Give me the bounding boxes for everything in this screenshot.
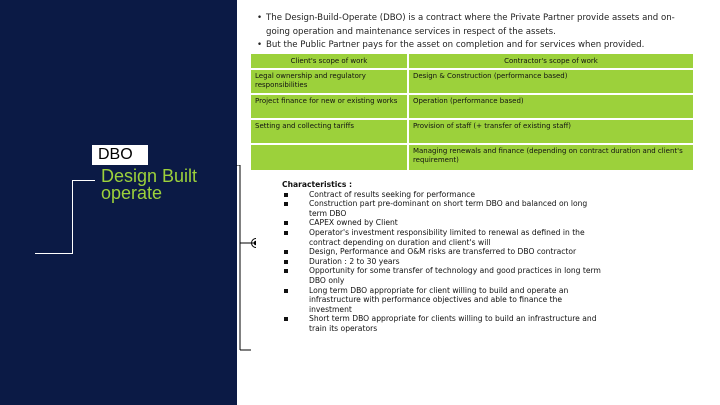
client-cell: Project finance for new or existing works — [251, 95, 407, 118]
list-item: Design, Performance and O&M risks are transferred to DBO contractor — [282, 247, 607, 257]
right-connector — [236, 165, 256, 355]
contractor-cell: Design & Construction (performance based) — [409, 70, 693, 93]
table-row — [251, 95, 693, 118]
intro-bullets — [256, 12, 696, 53]
list-item: Long term DBO appropriate for client willing to build and operate an infrastructure with performance objectives and able to finance the investment — [282, 286, 607, 315]
left-bracket-line — [72, 180, 95, 254]
list-item: Opportunity for some transfer of technology and good practices in long term DBO only — [282, 266, 607, 285]
characteristics-title: Characteristics : — [282, 180, 353, 189]
list-item: Contract of results seeking for performance — [282, 190, 607, 200]
list-item: Short term DBO appropriate for clients willing to build an infrastructure and train its operators — [282, 314, 607, 333]
intro-bullet: • The Design-Build-Operate (DBO) is a contract where the Private Partner provide assets and on-going operation and maintenance services in respect of the assets. — [256, 12, 696, 39]
header-client-scope: Client's scope of work — [251, 54, 407, 68]
left-bracket-tail — [35, 253, 73, 254]
list-item: Operator's investment responsibility limited to renewal as defined in the contract depending on duration and client's will — [282, 228, 607, 247]
list-item: Duration : 2 to 30 years — [282, 257, 607, 267]
table-row — [251, 145, 693, 170]
client-cell: Setting and collecting tariffs — [251, 120, 407, 143]
client-cell — [251, 145, 407, 170]
characteristics-section — [282, 180, 607, 334]
client-cell: Legal ownership and regulatory responsibilities — [251, 70, 407, 93]
scope-table — [249, 52, 695, 172]
contractor-cell: Provision of staff (+ transfer of existing staff) — [409, 120, 693, 143]
table-row — [251, 120, 693, 143]
model-title: Design Built operate — [101, 166, 198, 203]
characteristics-list — [282, 190, 607, 334]
contractor-cell: Managing renewals and finance (depending on contract duration and client's requirement) — [409, 145, 693, 170]
list-item: CAPEX owned by Client — [282, 218, 607, 228]
intro-bullet: • But the Public Partner pays for the asset on completion and for services when provided. — [256, 39, 696, 53]
list-item: Construction part pre-dominant on short term DBO and balanced on long term DBO — [282, 199, 607, 218]
dbo-badge: DBO — [92, 145, 148, 165]
contractor-cell: Operation (performance based) — [409, 95, 693, 118]
header-contractor-scope: Contractor's scope of work — [409, 54, 693, 68]
table-row — [251, 70, 693, 93]
